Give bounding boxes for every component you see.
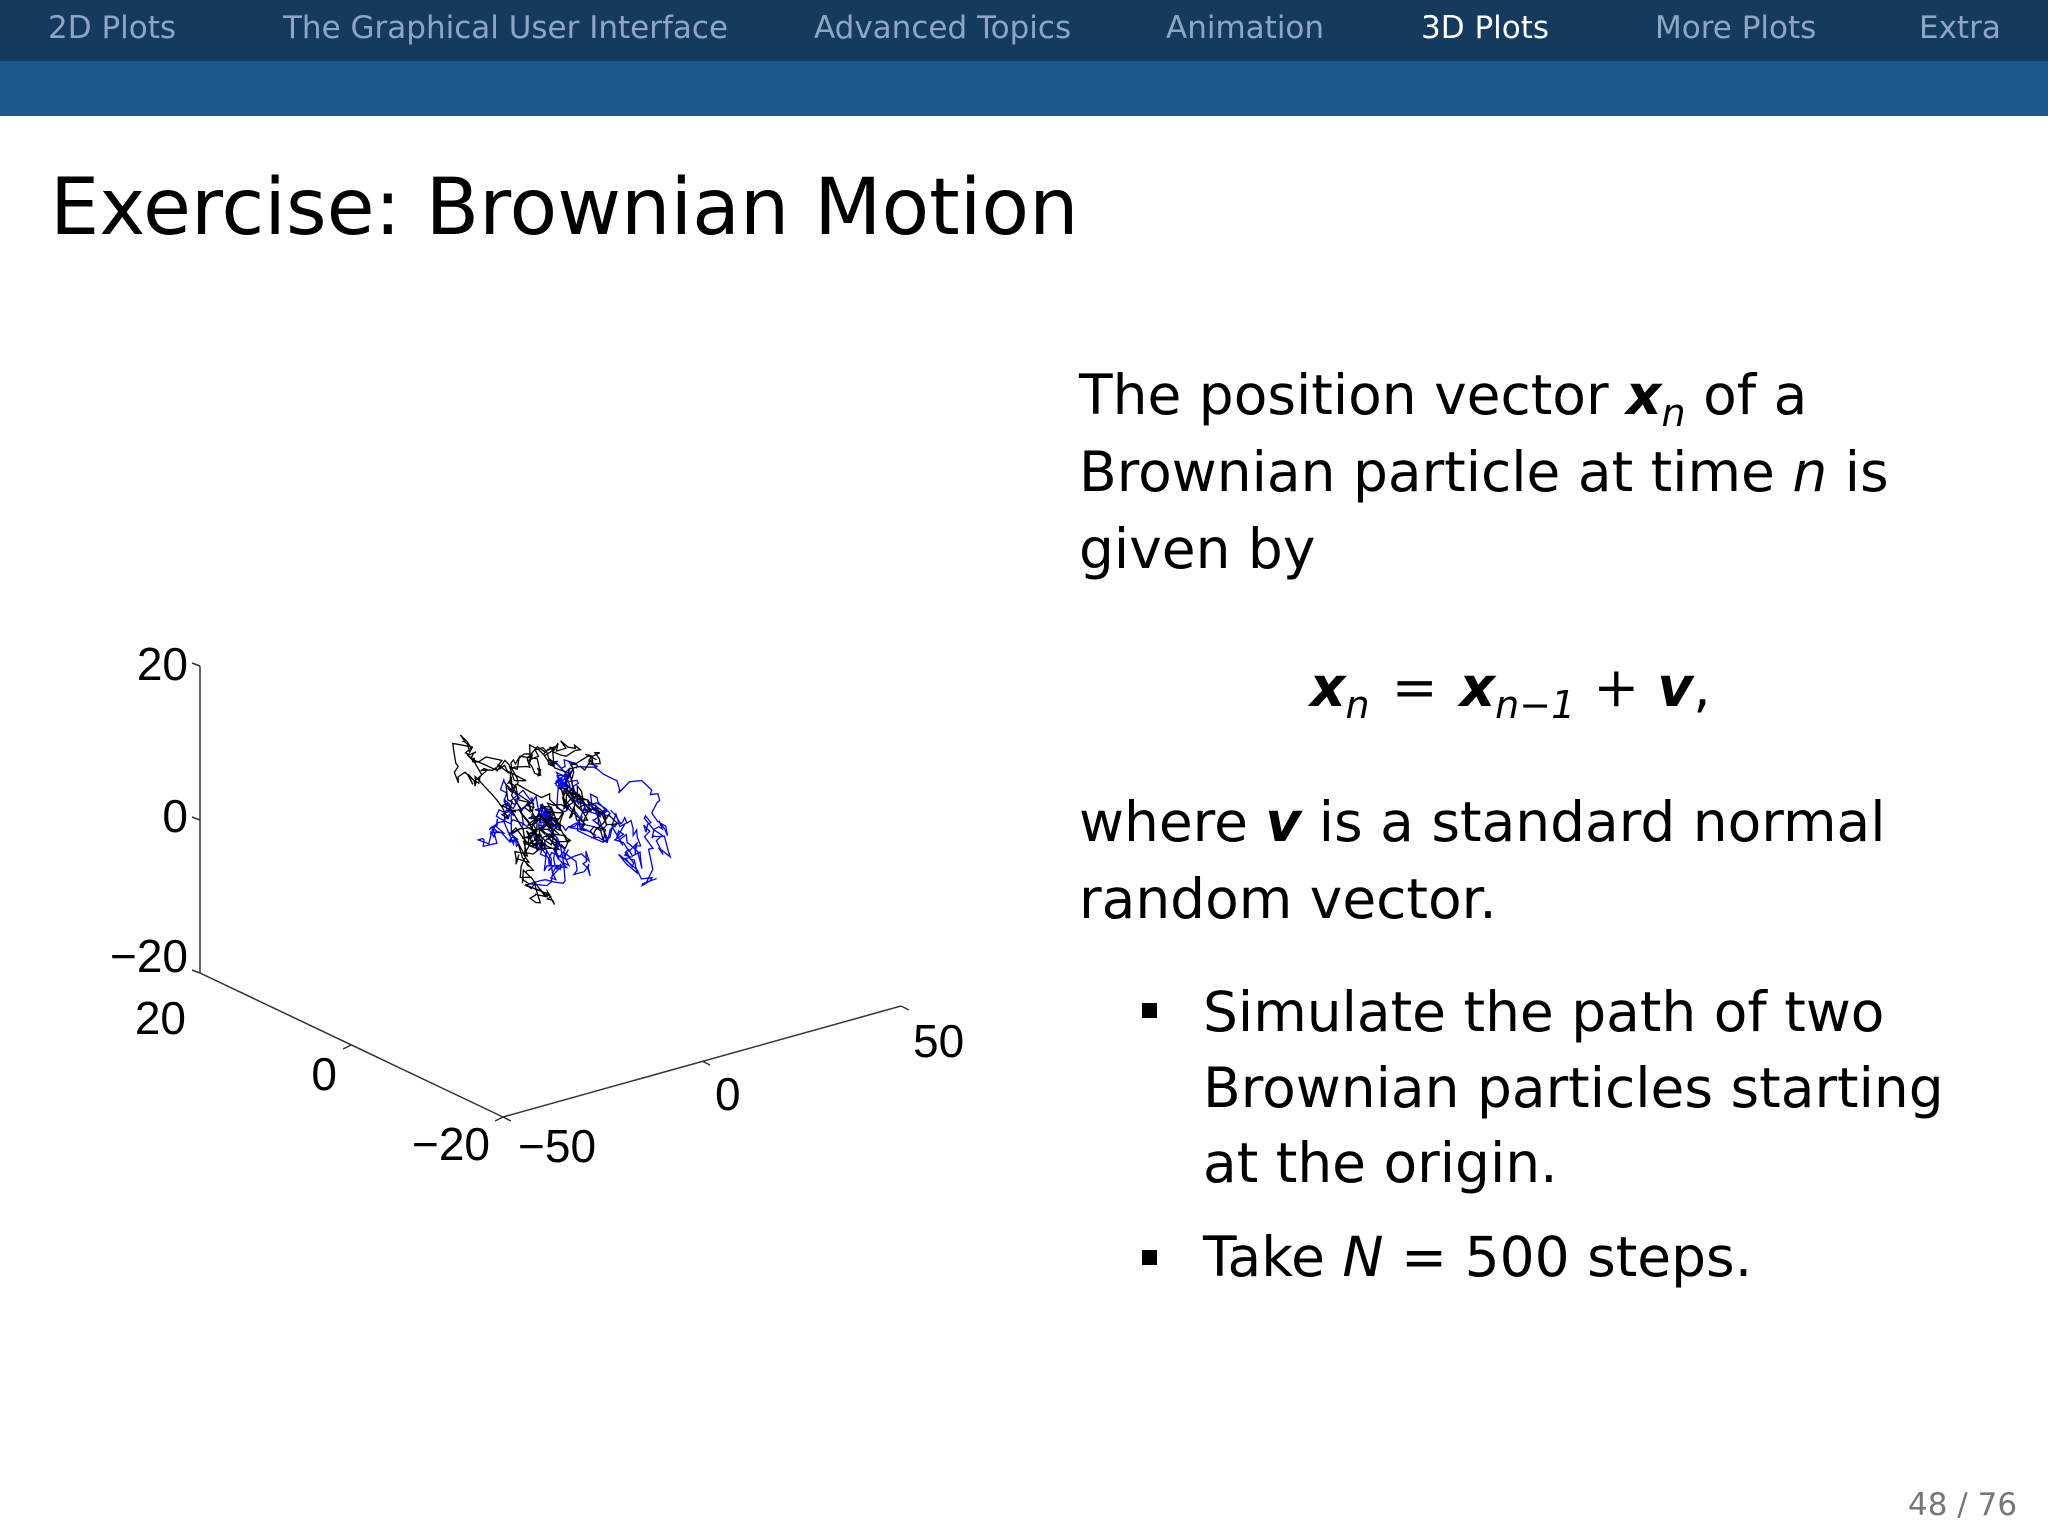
x-tick xyxy=(901,1006,909,1010)
bullet-text: Brownian particles starting xyxy=(1203,1056,1944,1120)
y-tick-label: 0 xyxy=(311,1048,337,1100)
y-axis xyxy=(200,973,503,1117)
z-tick xyxy=(192,970,200,973)
path-particle-1 xyxy=(478,760,670,886)
bullet-text: Simulate the path of two xyxy=(1203,980,1885,1044)
x-tick-label: −50 xyxy=(518,1120,597,1172)
brownian-3d-plot xyxy=(100,600,1000,1220)
paragraph-line: where v is a standard normal xyxy=(1079,790,1886,854)
nav-animation[interactable]: Animation xyxy=(1166,10,1325,46)
paragraph-line: given by xyxy=(1079,517,1316,581)
subsection-band xyxy=(0,61,2048,116)
z-tick xyxy=(192,817,200,820)
bullet-icon xyxy=(1142,1250,1157,1265)
z-tick-label: 20 xyxy=(136,638,188,690)
page-number: 48 / 76 xyxy=(1908,1487,2018,1523)
paragraph-line: Brownian particle at time n is xyxy=(1079,440,1889,504)
z-tick xyxy=(192,663,200,666)
bullet-text: Take N = 500 steps. xyxy=(1203,1225,1753,1289)
bullet-text: at the origin. xyxy=(1203,1131,1558,1195)
y-tick-label: −20 xyxy=(411,1118,490,1170)
nav-2d-plots[interactable]: 2D Plots xyxy=(48,10,177,46)
x-tick xyxy=(503,1117,511,1121)
nav-extra[interactable]: Extra xyxy=(1919,10,2001,46)
nav-advanced-topics[interactable]: Advanced Topics xyxy=(814,10,1072,46)
y-tick xyxy=(343,1045,351,1049)
x-tick-label: 0 xyxy=(715,1068,741,1120)
x-tick xyxy=(702,1061,710,1065)
y-tick-label: 20 xyxy=(134,992,186,1044)
z-tick-label: 0 xyxy=(162,790,188,842)
x-tick-label: 50 xyxy=(913,1015,965,1067)
nav-more-plots[interactable]: More Plots xyxy=(1655,10,1817,46)
equation: $x_n = x_{n-1} + v$, xyxy=(1310,655,1711,727)
z-tick-label: −20 xyxy=(109,930,188,982)
bullet-icon xyxy=(1142,1003,1157,1018)
slide-title: Exercise: Brownian Motion xyxy=(50,163,1079,253)
nav-3d-plots[interactable]: 3D Plots xyxy=(1421,10,1550,46)
paragraph-line: The position vector $x_n$ of a xyxy=(1079,363,1808,435)
y-tick xyxy=(495,1117,503,1121)
paragraph-line: random vector. xyxy=(1079,867,1497,931)
nav-gui[interactable]: The Graphical User Interface xyxy=(283,10,729,46)
